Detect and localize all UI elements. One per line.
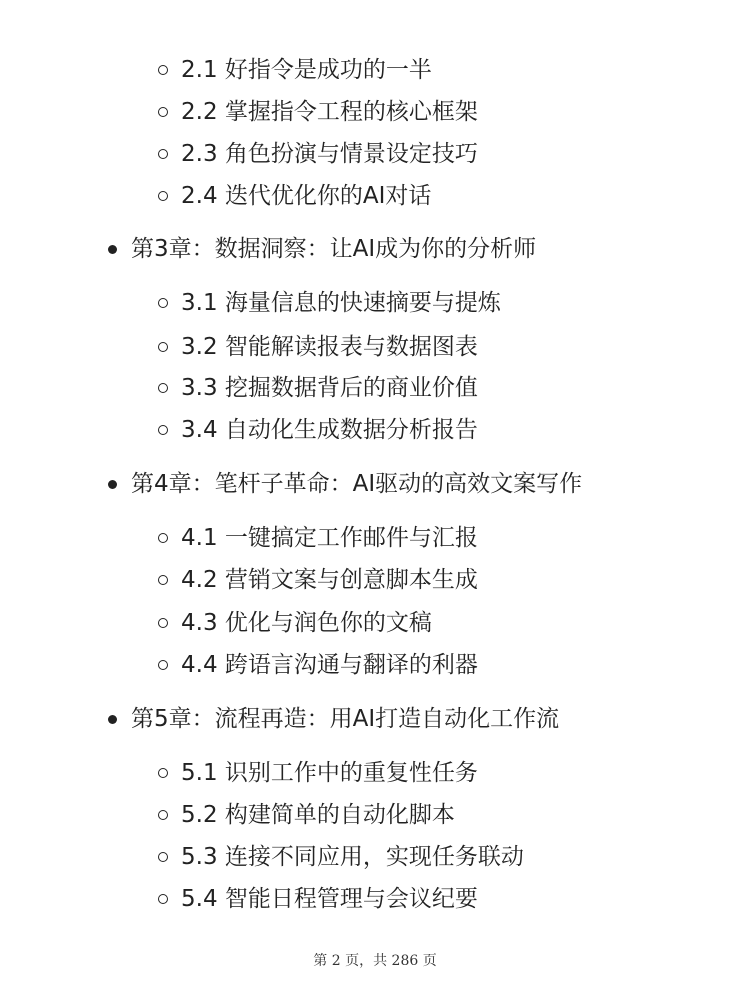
chapter-title: 第3章：数据洞察：让AI成为你的分析师: [131, 236, 537, 262]
toc-section-3-2[interactable]: [158, 330, 478, 364]
toc-chapter-4[interactable]: [108, 467, 582, 501]
page-number-footer: 第 2 页，共 286 页: [313, 953, 437, 969]
circle-bullet-icon: [158, 852, 168, 862]
section-title: 2.3 角色扮演与情景设定技巧: [181, 141, 478, 167]
section-title: 3.4 自动化生成数据分析报告: [181, 417, 478, 443]
chapter-title: 第5章：流程再造：用AI打造自动化工作流: [131, 706, 560, 732]
circle-bullet-icon: [158, 191, 168, 201]
section-title: 4.2 营销文案与创意脚本生成: [181, 567, 478, 593]
toc-section-3-3[interactable]: [158, 371, 478, 405]
section-title: 5.4 智能日程管理与会议纪要: [181, 886, 478, 912]
circle-bullet-icon: [158, 65, 168, 75]
circle-bullet-icon: [158, 575, 168, 585]
disc-bullet-icon: [108, 245, 117, 254]
section-title: 5.1 识别工作中的重复性任务: [181, 760, 478, 786]
circle-bullet-icon: [158, 810, 168, 820]
section-title: 3.3 挖掘数据背后的商业价值: [181, 375, 478, 401]
toc-section-2-4[interactable]: [158, 179, 431, 213]
circle-bullet-icon: [158, 383, 168, 393]
circle-bullet-icon: [158, 425, 168, 435]
circle-bullet-icon: [158, 107, 168, 117]
chapter-title: 第4章：笔杆子革命：AI驱动的高效文案写作: [131, 471, 583, 497]
toc-section-3-1[interactable]: [158, 286, 501, 320]
section-title: 3.1 海量信息的快速摘要与提炼: [181, 290, 501, 316]
circle-bullet-icon: [158, 149, 168, 159]
circle-bullet-icon: [158, 768, 168, 778]
circle-bullet-icon: [158, 618, 168, 628]
section-title: 5.2 构建简单的自动化脚本: [181, 802, 455, 828]
toc-section-4-1[interactable]: [158, 521, 478, 555]
toc-section-2-1[interactable]: [158, 53, 432, 87]
section-title: 4.4 跨语言沟通与翻译的利器: [181, 652, 478, 678]
section-title: 2.4 迭代优化你的AI对话: [181, 183, 432, 209]
toc-section-5-2[interactable]: [158, 798, 455, 832]
disc-bullet-icon: [108, 480, 117, 489]
disc-bullet-icon: [108, 715, 117, 724]
toc-section-3-4[interactable]: [158, 413, 478, 447]
toc-section-4-3[interactable]: [158, 606, 432, 640]
circle-bullet-icon: [158, 298, 168, 308]
circle-bullet-icon: [158, 533, 168, 543]
section-title: 4.3 优化与润色你的文稿: [181, 610, 432, 636]
toc-section-5-3[interactable]: [158, 840, 524, 874]
section-title: 4.1 一键搞定工作邮件与汇报: [181, 525, 478, 551]
section-title: 2.1 好指令是成功的一半: [181, 57, 432, 83]
section-title: 5.3 连接不同应用，实现任务联动: [181, 844, 524, 870]
toc-section-5-1[interactable]: [158, 756, 478, 790]
toc-chapter-3[interactable]: [108, 232, 536, 266]
section-title: 2.2 掌握指令工程的核心框架: [181, 99, 478, 125]
section-title: 3.2 智能解读报表与数据图表: [181, 334, 478, 360]
circle-bullet-icon: [158, 660, 168, 670]
circle-bullet-icon: [158, 342, 168, 352]
toc-section-5-4[interactable]: [158, 882, 478, 916]
toc-chapter-5[interactable]: [108, 702, 559, 736]
toc-section-2-2[interactable]: [158, 95, 478, 129]
toc-section-2-3[interactable]: [158, 137, 478, 171]
circle-bullet-icon: [158, 894, 168, 904]
toc-section-4-4[interactable]: [158, 648, 478, 682]
toc-section-4-2[interactable]: [158, 563, 478, 597]
